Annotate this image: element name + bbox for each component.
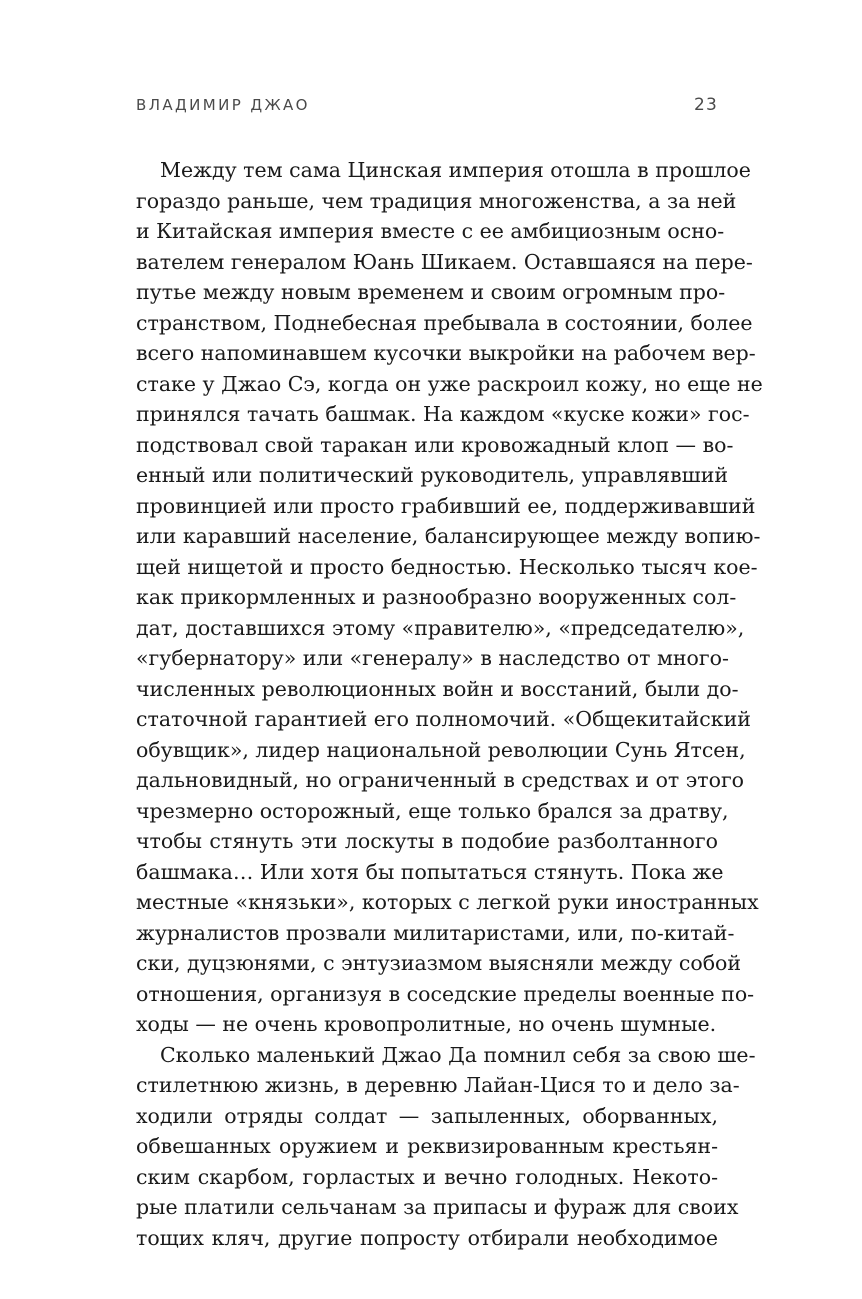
text-line: журналистов прозвали милитаристами, или, по-китай-: [136, 920, 735, 945]
text-line: чрезмерно осторожный, еще только брался за дратву,: [136, 798, 729, 823]
page-number: 23: [693, 95, 718, 115]
text-line: «губернатору» или «генералу» в наследство от много-: [136, 646, 729, 670]
running-header-author: ВЛАДИМИР ДЖАО: [136, 96, 310, 114]
text-line: Между тем сама Цинская империя отошла в прошлое: [160, 158, 751, 182]
text-line: подствовал свой таракан или кровожадный клоп — во-: [136, 432, 734, 457]
text-line: енный или политический руководитель, управлявший: [136, 463, 729, 487]
text-line: обувщик», лидер национальной революции Сунь Ятсен,: [136, 737, 746, 762]
text-line: стаке у Джао Сэ, когда он уже раскроил кожу, но еще не: [136, 371, 763, 396]
text-line: или каравший население, балансирующее между вопию-: [136, 524, 761, 548]
text-line: ским скарбом, горластых и вечно голодных. Некото-: [136, 1164, 718, 1189]
text-line: путье между новым временем и своим огромным про-: [136, 280, 726, 304]
text-line: гораздо раньше, чем традиция многоженства, а за ней: [136, 188, 737, 213]
running-header: [136, 93, 718, 117]
text-line: странством, Поднебесная пребывала в состоянии, более: [136, 310, 753, 335]
text-line: отношения, организуя в соседские пределы военные по-: [136, 981, 755, 1006]
text-line: щей нищетой и просто бедностью. Несколько тысяч кое-: [136, 554, 758, 579]
text-line: башмака… Или хотя бы попытаться стянуть. Пока же: [136, 859, 724, 884]
paragraph: [136, 1040, 756, 1254]
text-line: дат, доставшихся этому «правителю», «председателю»,: [136, 615, 745, 640]
body-text: [136, 155, 763, 1253]
text-line: рые платили сельчанам за припасы и фураж для своих: [136, 1195, 739, 1219]
text-line: принялся тачать башмак. На каждом «куске кожи» гос-: [136, 402, 750, 426]
text-line: ходы — не очень кровопролитные, но очень шумные.: [136, 1012, 717, 1036]
text-line: Сколько маленький Джао Да помнил себя за свою ше-: [160, 1042, 756, 1067]
text-line: стилетнюю жизнь, в деревню Лайан-Цися то и дело за-: [136, 1073, 740, 1097]
text-line: чтобы стянуть эти лоскуты в подобие разболтанного: [136, 829, 718, 853]
text-line: как прикормленных и разнообразно вооруженных сол-: [136, 585, 737, 609]
text-line: обвешанных оружием и реквизированным крестьян-: [136, 1134, 718, 1158]
text-line: ски, дуцзюнями, с энтузиазмом выясняли между собой: [136, 951, 742, 975]
text-line: численных революционных войн и восстаний, были до-: [136, 676, 739, 701]
text-line: местные «князьки», которых с легкой руки иностранных: [136, 890, 759, 914]
paragraph: [136, 155, 763, 1040]
text-line: тощих кляч, другие попросту отбирали необходимое: [136, 1225, 718, 1250]
text-line: ходили отряды солдат — запыленных, оборванных,: [136, 1103, 718, 1128]
text-line: провинцией или просто грабивший ее, поддерживавший: [136, 493, 756, 518]
text-line: вателем генералом Юань Шикаем. Оставшаяся на пере-: [136, 249, 753, 274]
text-line: дальновидный, но ограниченный в средствах и от этого: [136, 768, 745, 792]
text-line: статочной гарантией его полномочий. «Общекитайский: [136, 707, 751, 731]
text-line: и Китайская империя вместе с ее амбициозным осно-: [136, 219, 725, 243]
text-line: всего напоминавшем кусочки выкройки на рабочем вер-: [136, 341, 756, 365]
